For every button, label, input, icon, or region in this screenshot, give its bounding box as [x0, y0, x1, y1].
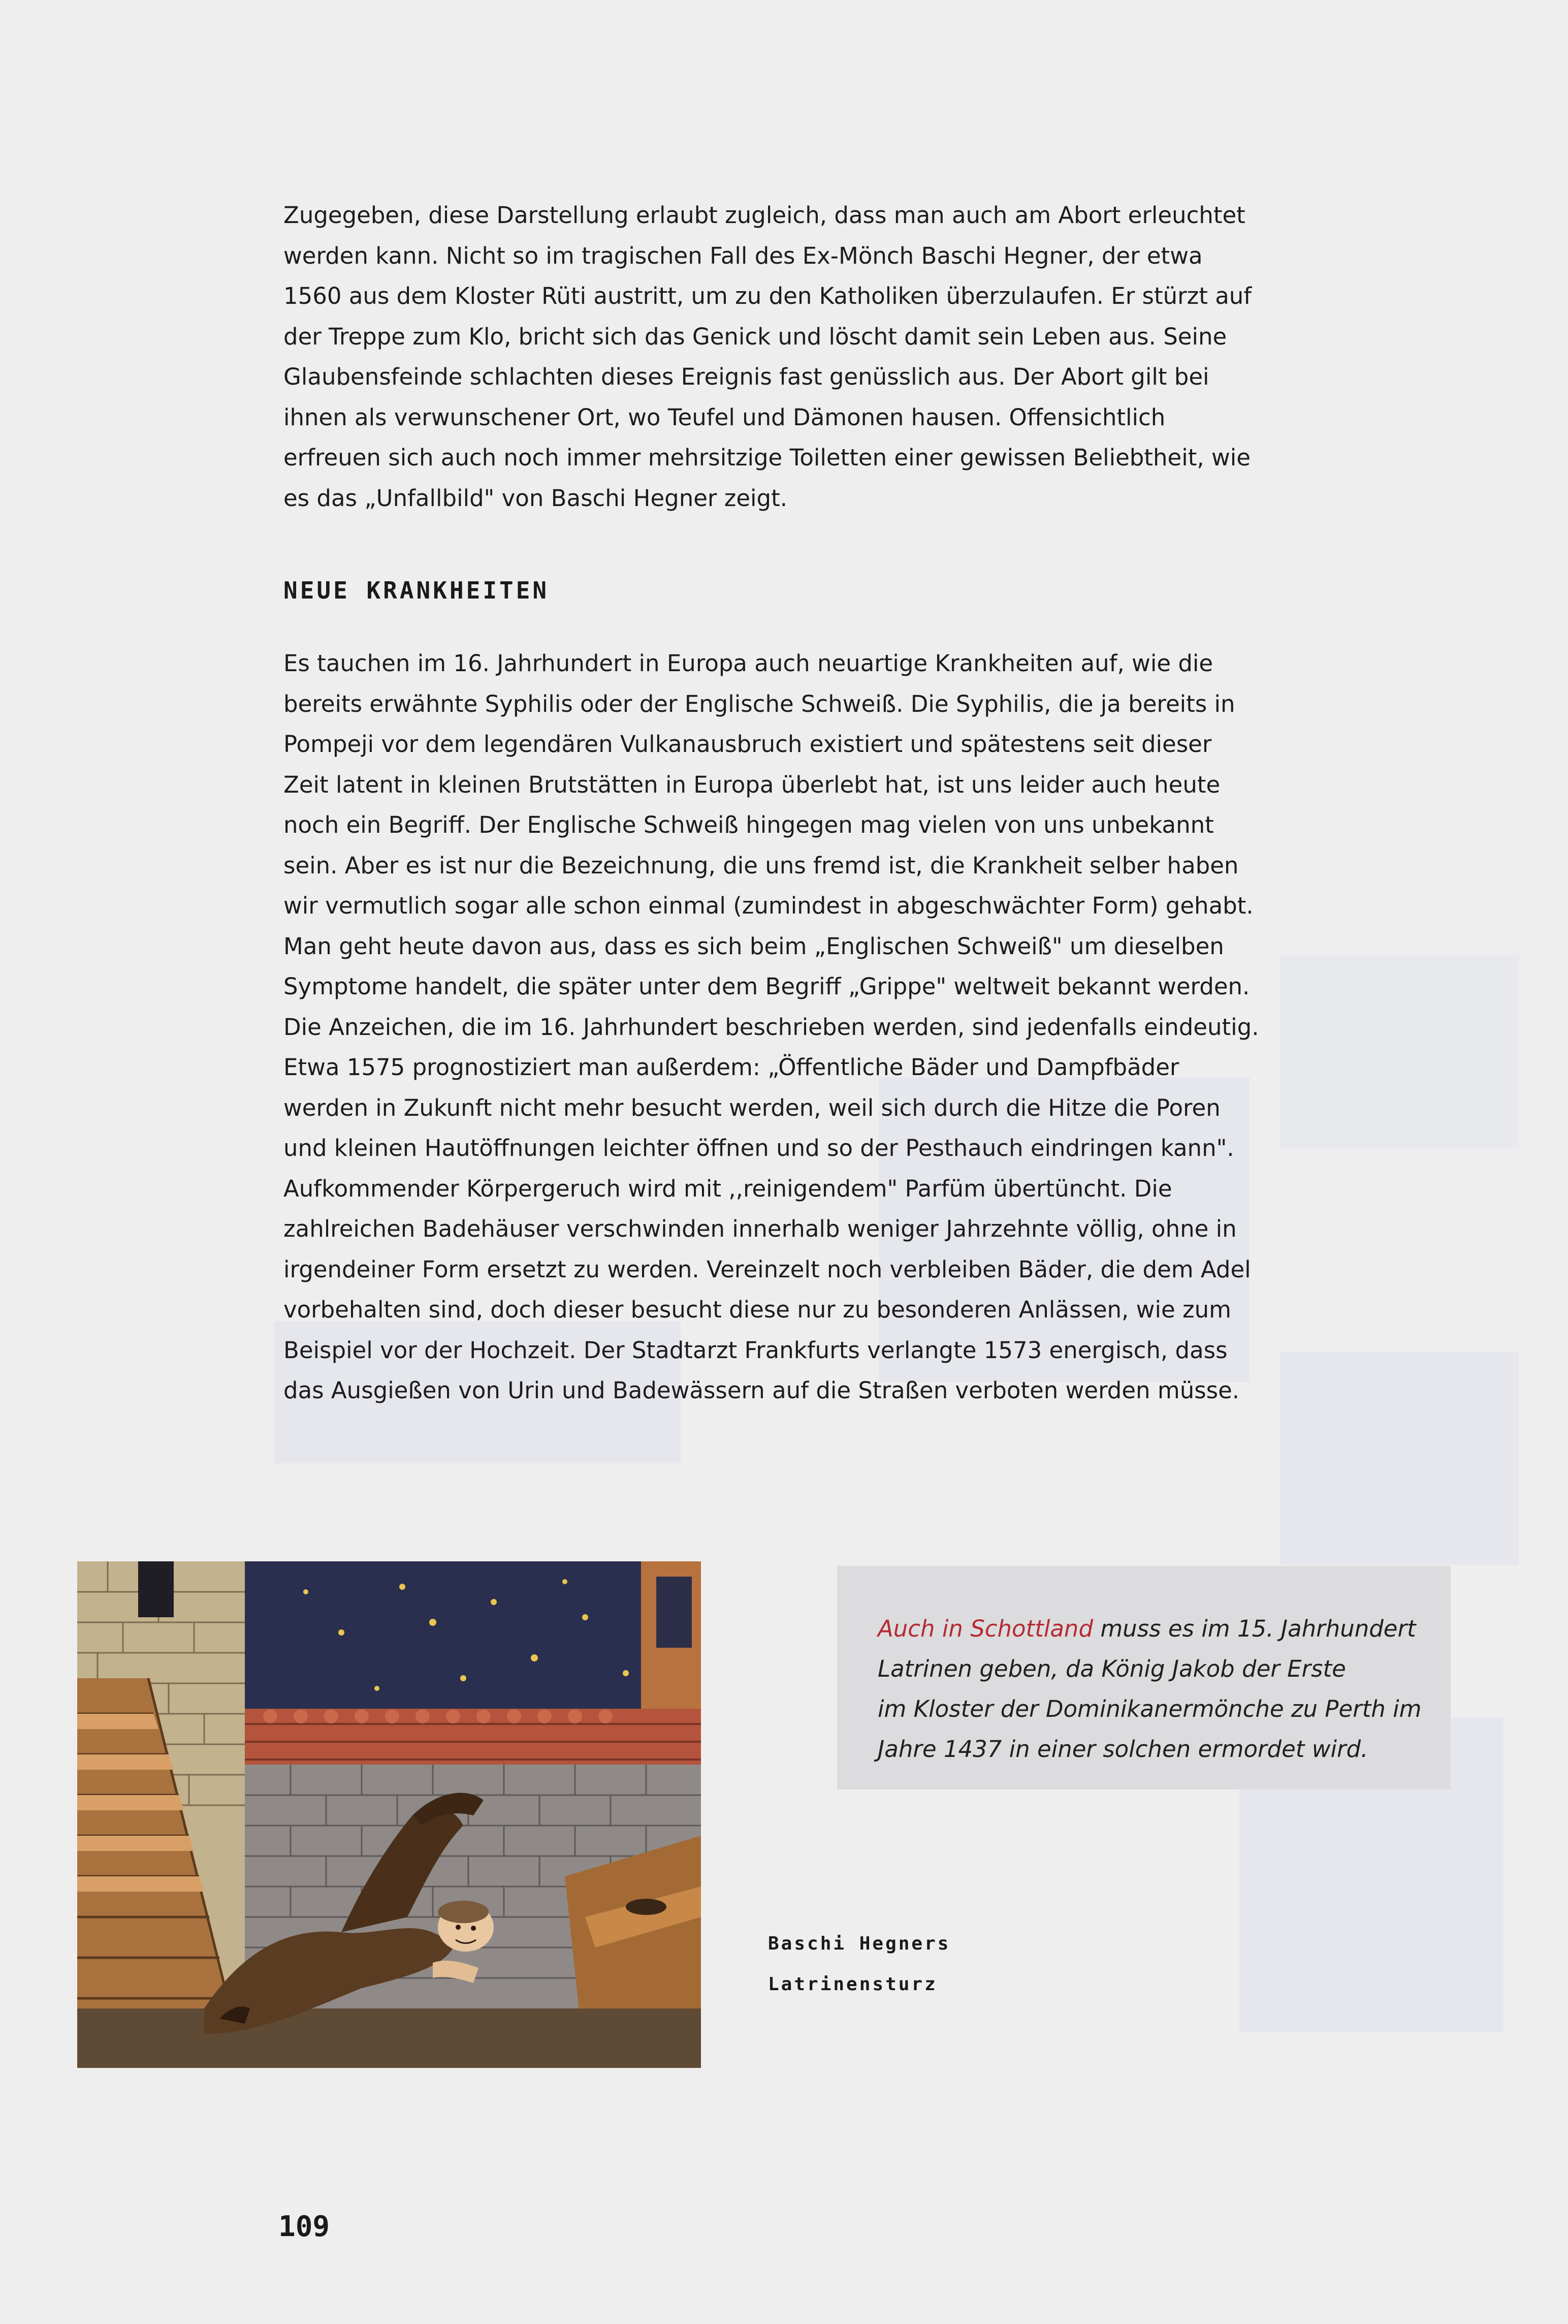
sidebar-line: im Kloster der Dominikanermönche zu Perth im — [878, 1695, 1422, 1722]
show-through-image — [1280, 1352, 1519, 1565]
text-line: Man geht heute davon aus, dass es sich beim „Englischen Schweiß" um dieselben — [283, 932, 1224, 960]
latrine-fall-illustration — [77, 1561, 701, 2068]
text-line: Pompeji vor dem legendären Vulkanausbruch existiert und spätestens seit dieser — [283, 731, 1212, 758]
sidebar-line-text: muss es im 15. Jahrhundert — [1093, 1615, 1416, 1642]
show-through-image — [1280, 955, 1519, 1148]
text-line: Symptome handelt, die später unter dem Begriff „Grippe" weltweit bekannt werden. — [283, 973, 1250, 1000]
sidebar-line — [878, 1609, 1451, 1649]
text-line: noch ein Begriff. Der Englische Schweiß hingegen mag vielen von uns unbekannt — [283, 811, 1214, 838]
text-line: und kleinen Hautöffnungen leichter öffnen und so der Pesthauch eindringen kann". — [283, 1135, 1234, 1161]
text-line: Aufkommender Körpergeruch wird mit ,,reinigendem" Parfüm übertüncht. Die — [283, 1175, 1172, 1202]
text-line: sein. Aber es ist nur die Bezeichnung, die uns fremd ist, die Krankheit selber haben — [283, 852, 1239, 879]
paragraph-diseases — [283, 643, 1265, 1411]
paragraph-intro — [283, 195, 1265, 518]
text-line: ihnen als verwunschener Ort, wo Teufel und Dämonen hausen. Offensichtlich — [283, 403, 1166, 431]
page-number: 109 — [278, 2210, 330, 2243]
text-line: irgendeiner Form ersetzt zu werden. Vereinzelt noch verbleiben Bäder, die dem Adel — [283, 1255, 1251, 1283]
image-caption-line: Latrinensturz — [768, 1974, 938, 1995]
text-line: Die Anzeichen, die im 16. Jahrhundert beschrieben werden, sind jedenfalls eindeutig. — [283, 1013, 1259, 1041]
text-line: Glaubensfeinde schlachten dieses Ereignis fast genüsslich aus. Der Abort gilt bei — [283, 363, 1209, 390]
sidebar-highlight: Auch in Schottland — [878, 1615, 1094, 1642]
text-line: wir vermutlich sogar alle schon einmal (zumindest in abgeschwächter Form) gehabt. — [283, 892, 1254, 919]
text-line: erfreuen sich auch noch immer mehrsitzige Toiletten einer gewissen Beliebtheit, wie — [283, 444, 1251, 471]
text-line: das Ausgießen von Urin und Badewässern auf die Straßen verboten werden müsse. — [283, 1377, 1240, 1404]
text-line: der Treppe zum Klo, bricht sich das Genick und löscht damit sein Leben aus. Seine — [283, 323, 1227, 350]
sidebar-note — [837, 1566, 1451, 1789]
image-caption-line: Baschi Hegners — [768, 1933, 951, 1954]
text-line: Etwa 1575 prognostiziert man außerdem: „Öffentliche Bäder und Dampfbäder — [283, 1054, 1179, 1081]
text-line: bereits erwähnte Syphilis oder der Englische Schweiß. Die Syphilis, die ja bereits in — [283, 690, 1235, 717]
text-line: 1560 aus dem Kloster Rüti austritt, um zu den Katholiken überzulaufen. Er stürzt auf — [283, 282, 1252, 309]
text-line: es das „Unfallbild" von Baschi Hegner zeigt. — [283, 484, 788, 512]
section-heading: NEUE KRANKHEITEN — [283, 577, 550, 604]
text-line: Zeit latent in kleinen Brutstätten in Europa überlebt hat, ist uns leider auch heute — [283, 771, 1221, 798]
text-line: Es tauchen im 16. Jahrhundert in Europa auch neuartige Krankheiten auf, wie die — [283, 650, 1213, 677]
sidebar-line: Jahre 1437 in einer solchen ermordet wird. — [878, 1736, 1368, 1763]
text-line: vorbehalten sind, doch dieser besucht diese nur zu besonderen Anlässen, wie zum — [283, 1296, 1231, 1323]
text-line: zahlreichen Badehäuser verschwinden innerhalb weniger Jahrzehnte völlig, ohne in — [283, 1215, 1237, 1242]
text-line: werden kann. Nicht so im tragischen Fall des Ex-Mönch Baschi Hegner, der etwa — [283, 242, 1203, 269]
sidebar-line: Latrinen geben, da König Jakob der Erste — [878, 1655, 1346, 1682]
text-line: Zugegeben, diese Darstellung erlaubt zugleich, dass man auch am Abort erleuchtet — [283, 202, 1245, 229]
text-line: werden in Zukunft nicht mehr besucht werden, weil sich durch die Hitze die Poren — [283, 1094, 1221, 1121]
text-line: Beispiel vor der Hochzeit. Der Stadtarzt Frankfurts verlangte 1573 energisch, dass — [283, 1336, 1228, 1364]
